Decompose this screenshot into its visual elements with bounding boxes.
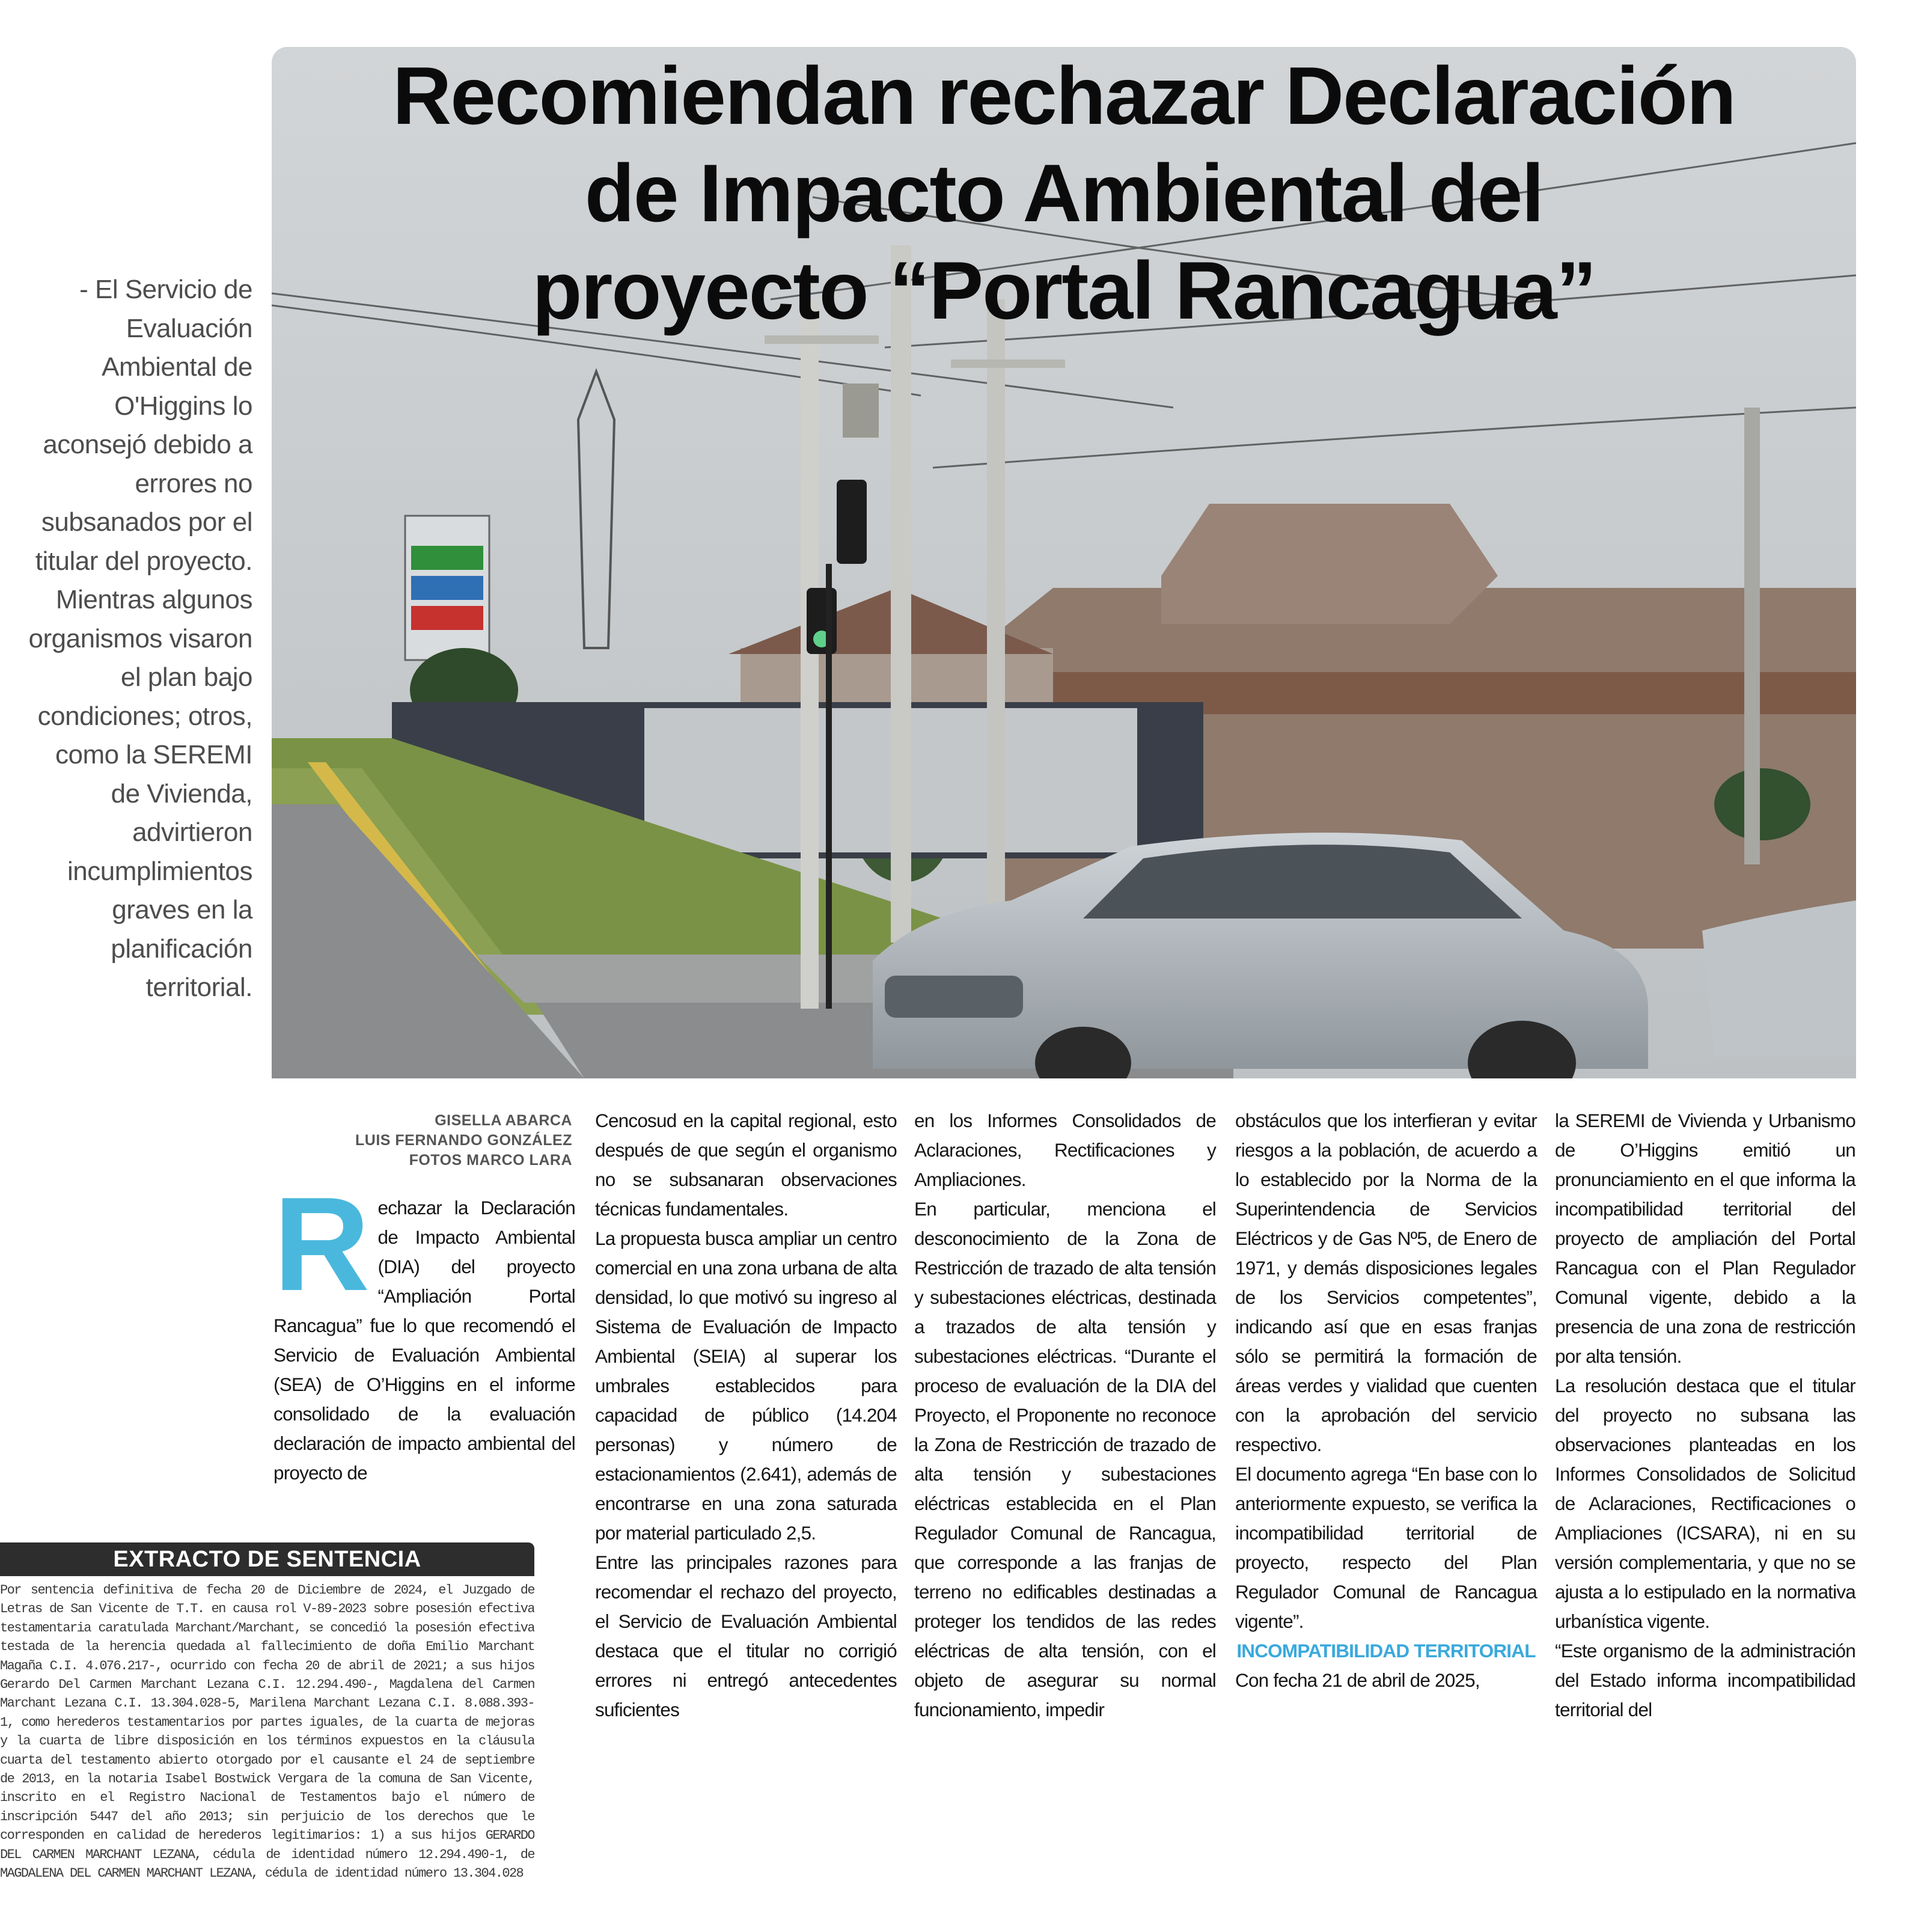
article-paragraph: En particular, menciona el desconocimiento de la Zona de Restricción de trazado de alta tensión y subestaciones eléctricas, destinada a trazados de alta tensión y subestaciones eléctricas. “Durante el proceso de evaluación de la DIA del Proyecto, el Proponente no reconoce la Zona de Restricción de trazado de alta tensión y subestaciones eléctricas establecida en el Plan Regulador Comunal de Rancagua, que corresponde a las franjas de terreno no edificables destinadas a proteger los tendidos de las redes eléctricas de alta tensión, con el objeto de asegurar su normal funcionamiento, impedir — [914, 1198, 1216, 1720]
article-column-5 — [1555, 1106, 1855, 1725]
drop-cap: R — [273, 1170, 370, 1319]
legal-notice-box — [0, 1542, 534, 1932]
article-paragraph: Entre las principales razones para recomendar el rechazo del proyecto, el Servicio de Evaluación Ambiental destaca que el titular no corrigió errores ni entregó antecedentes suficientes — [595, 1551, 897, 1720]
lede-summary: - El Servicio de Evaluación Ambiental de O'Higgins lo aconsejó debido a errores no subsanados por el titular del proyecto. Mientras algunos organismos visaron el plan bajo condiciones; otros, como la SEREMI de Vivienda, advirtieron incumplimientos graves en la planificación territorial. — [28, 275, 252, 1002]
article-paragraph: La propuesta busca ampliar un centro comercial en una zona urbana de alta densidad, lo que motivó su ingreso al Sistema de Evaluación de Impacto Ambiental (SEIA) al superar los umbrales establecidos para capacidad de público (14.204 personas) y número de estacionamientos (2.641), además de encontrarse en una zona saturada por material particulado 2,5. — [595, 1227, 897, 1544]
photo-credit: FOTOS MARCO LARA — [409, 1152, 572, 1169]
article-paragraph: la SEREMI de Vivienda y Urbanismo de O’Higgins emitió un pronunciamiento en el que informa la incompatibilidad territorial del proyecto de ampliación del Portal Rancagua con el Plan Regulador Comunal vigente, debido a la presencia de una zona de restricción por alta tensión. — [1555, 1110, 1855, 1367]
legal-notice-text: Por sentencia definitiva de fecha 20 de Diciembre de 2024, el Juzgado de Letras de San Vicente de T.T. en causa rol V-89-2023 sobre posesión efectiva testamentaria caratulada Marchant/Marchant, se concedió la posesión efectiva testada de la herencia quedada al fallecimiento de doña Emilio Marchant Magaña C.I. 4.076.217-, ocurrido con fecha 20 de abril de 2021; a sus hijos Gerardo Del Carmen Marchant Lezana C.I. 12.294.490-, Magdalena del Carmen Marchant Lezana C.I. 13.304.028-5, Marilena Marchant Lezana C.I. 8.088.393-1, como herederos testamentarios por partes iguales, de la cuarta de mejoras y la cuarta de libre disposición en los términos expuestos en la cláusula cuarta del testamento abierto otorgado por el causante el 24 de septiembre de 2013, en la notaria Isabel Bostwick Vergara de la comuna de San Vicente, inscrito en el Registro Nacional de Testamentos bajo el número de inscripción 5447 del año 2013; sin perjuicio de los derechos que le corresponden en calidad de herederos legitimarios: 1) a sus hijos GERARDO DEL CARMEN MARCHANT LEZANA, cédula de identidad número 12.294.490-1, de MAGDALENA DEL CARMEN MARCHANT LEZANA, cédula de identidad número 13.304.028 — [0, 1583, 534, 1882]
article-paragraph: en los Informes Consolidados de Aclaraciones, Rectificaciones y Ampliaciones. — [914, 1110, 1216, 1190]
article-paragraph: Cencosud en la capital regional, esto después de que según el organismo no se subsanaran observaciones técnicas fundamentales. — [595, 1110, 897, 1220]
article-column-1 — [273, 1170, 575, 1488]
headline: Recomiendan rechazar Declaración de Impacto Ambiental del proyecto “Portal Rancagua” — [392, 50, 1735, 336]
article-paragraph: Con fecha 21 de abril de 2025, — [1235, 1669, 1480, 1691]
article-paragraph: La resolución destaca que el titular del proyecto no subsana las observaciones planteadas en los Informes Consolidados de Solicitud de Aclaraciones, Rectificaciones o Ampliaciones (ICSARA), ni en su versión complementaria, y que no se ajusta a lo estipulado en la normativa urbanística vigente. — [1555, 1375, 1855, 1632]
article-paragraph: echazar la Declaración de Impacto Ambiental (DIA) del proyecto “Ampliación Portal Rancagua” fue lo que recomendó el Servicio de Evaluación Ambiental (SEA) de O’Higgins en el informe consolidado de la evaluación declaración de impacto ambiental del proyecto de — [273, 1197, 575, 1484]
author-name: GISELLA ABARCA — [435, 1112, 572, 1129]
legal-notice-title: EXTRACTO DE SENTENCIA — [0, 1542, 534, 1576]
article-paragraph: obstáculos que los interfieran y evitar riesgos a la población, de acuerdo a lo establecido por la Norma de la Superintendencia de Servicios Eléctricos y de Gas Nº5, de Enero de 1971, y demás disposiciones legales de los Servicios competentes”, indicando así que en esas franjas sólo se permitirá la formación de áreas verdes y vialidad que cuenten con la aprobación del servicio respectivo. — [1235, 1110, 1537, 1455]
article-column-4 — [1235, 1106, 1537, 1695]
author-name: LUIS FERNANDO GONZÁLEZ — [355, 1132, 572, 1149]
section-subhead: INCOMPATIBILIDAD TERRITORIAL — [1236, 1640, 1536, 1661]
article-paragraph: El documento agrega “En base con lo anteriormente expuesto, se verifica la incompatibilidad territorial de proyecto, respecto del Plan Regulador Comunal de Rancagua vigente”. — [1235, 1463, 1537, 1632]
article-column-3 — [914, 1106, 1216, 1725]
article-column-2 — [595, 1106, 897, 1725]
article-paragraph: “Este organismo de la administración del Estado informa incompatibilidad territorial del — [1555, 1640, 1855, 1720]
byline — [301, 1111, 572, 1170]
